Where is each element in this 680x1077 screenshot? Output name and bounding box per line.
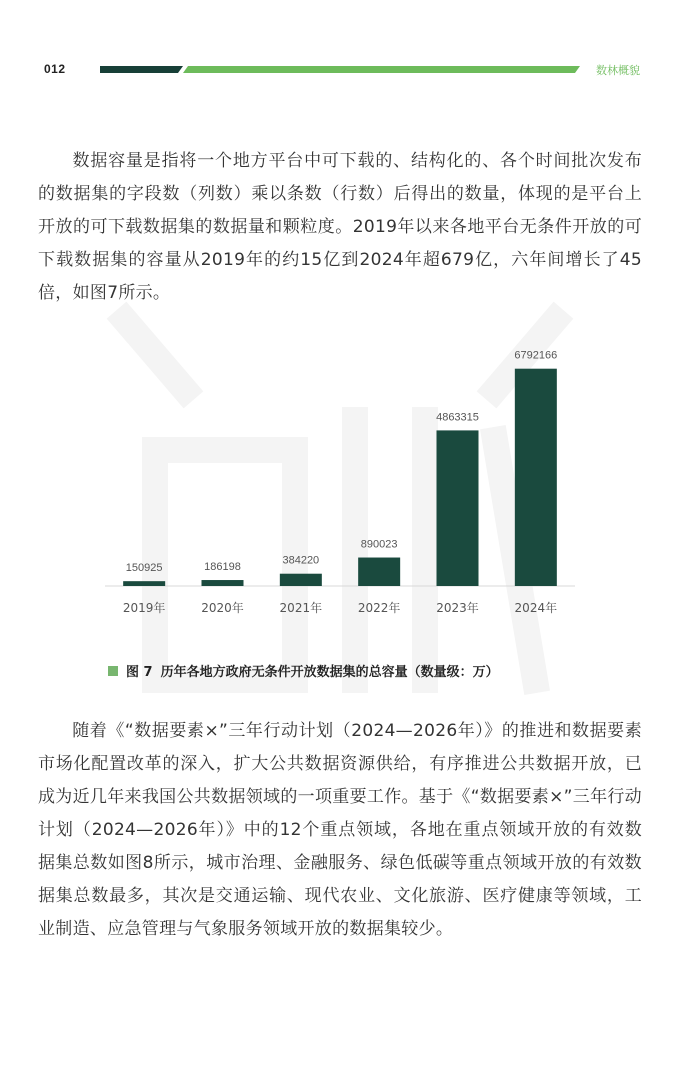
header-rule bbox=[0, 0, 680, 90]
bar-5 bbox=[515, 369, 557, 586]
body-paragraph-1 bbox=[38, 145, 642, 310]
section-title: 数林概貌 bbox=[596, 64, 640, 77]
data-label-0: 150925 bbox=[125, 562, 163, 575]
chart-svg bbox=[0, 310, 680, 640]
bar-3 bbox=[358, 558, 400, 586]
paragraph-1-text: 数据容量是指将一个地方平台中可下载的、结构化的、各个时间批次发布的数据集的字段数（列数）乘以条数（行数）后得出的数量，体现的是平台上开放的可下载数据集的数据量和颗粒度。2019年以来各地平台无条件开放的可下载数据集的容量从2019年的约15亿到2024年超679亿，六年间增长了45倍，如图7所示。 bbox=[38, 151, 642, 303]
bar-2 bbox=[280, 574, 322, 586]
page-header bbox=[0, 0, 680, 90]
data-label-5: 6792166 bbox=[514, 349, 558, 362]
x-tick-label-1: 2020年 bbox=[201, 601, 244, 615]
bar-chart bbox=[0, 310, 680, 640]
figure-caption-text: 历年各地方政府无条件开放数据集的总容量（数量级：万） bbox=[160, 665, 499, 680]
caption-square-icon bbox=[108, 666, 118, 676]
figure-caption bbox=[108, 661, 499, 680]
x-tick-label-0: 2019年 bbox=[122, 601, 166, 615]
bar-1 bbox=[202, 580, 244, 586]
figure-number: 图 7 bbox=[126, 665, 153, 680]
paragraph-2-text: 随着《“数据要素×”三年行动计划（2024—2026年）》的推进和数据要素市场化配置改革的深入，扩大公共数据资源供给，有序推进公共数据开放，已成为近几年来我国公共数据领域的一项重要工作。基于《“数据要素×”三年行动计划（2024—2026年）》中的12个重点领域，各地在重点领域开放的有效数据集总数如图8所示，城市治理、金融服务、绿色低碳等重点领域开放的有效数据集总数最多，其次是交通运输、现代农业、文化旅游、医疗健康等领域，工业制造、应急管理与气象服务领域开放的数据集较少。 bbox=[38, 721, 642, 939]
data-label-2: 384220 bbox=[282, 554, 320, 567]
page-number: 012 bbox=[44, 62, 66, 76]
bar-4 bbox=[437, 430, 479, 586]
data-label-1: 186198 bbox=[204, 561, 241, 574]
x-tick-label-2: 2021年 bbox=[279, 601, 323, 615]
x-tick-label-4: 2023年 bbox=[436, 601, 479, 615]
body-paragraph-2 bbox=[38, 715, 642, 946]
data-label-4: 4863315 bbox=[436, 411, 479, 424]
bar-0 bbox=[123, 581, 165, 586]
x-tick-label-3: 2022年 bbox=[357, 601, 401, 615]
data-label-3: 890023 bbox=[360, 538, 398, 551]
x-tick-label-5: 2024年 bbox=[514, 601, 558, 615]
